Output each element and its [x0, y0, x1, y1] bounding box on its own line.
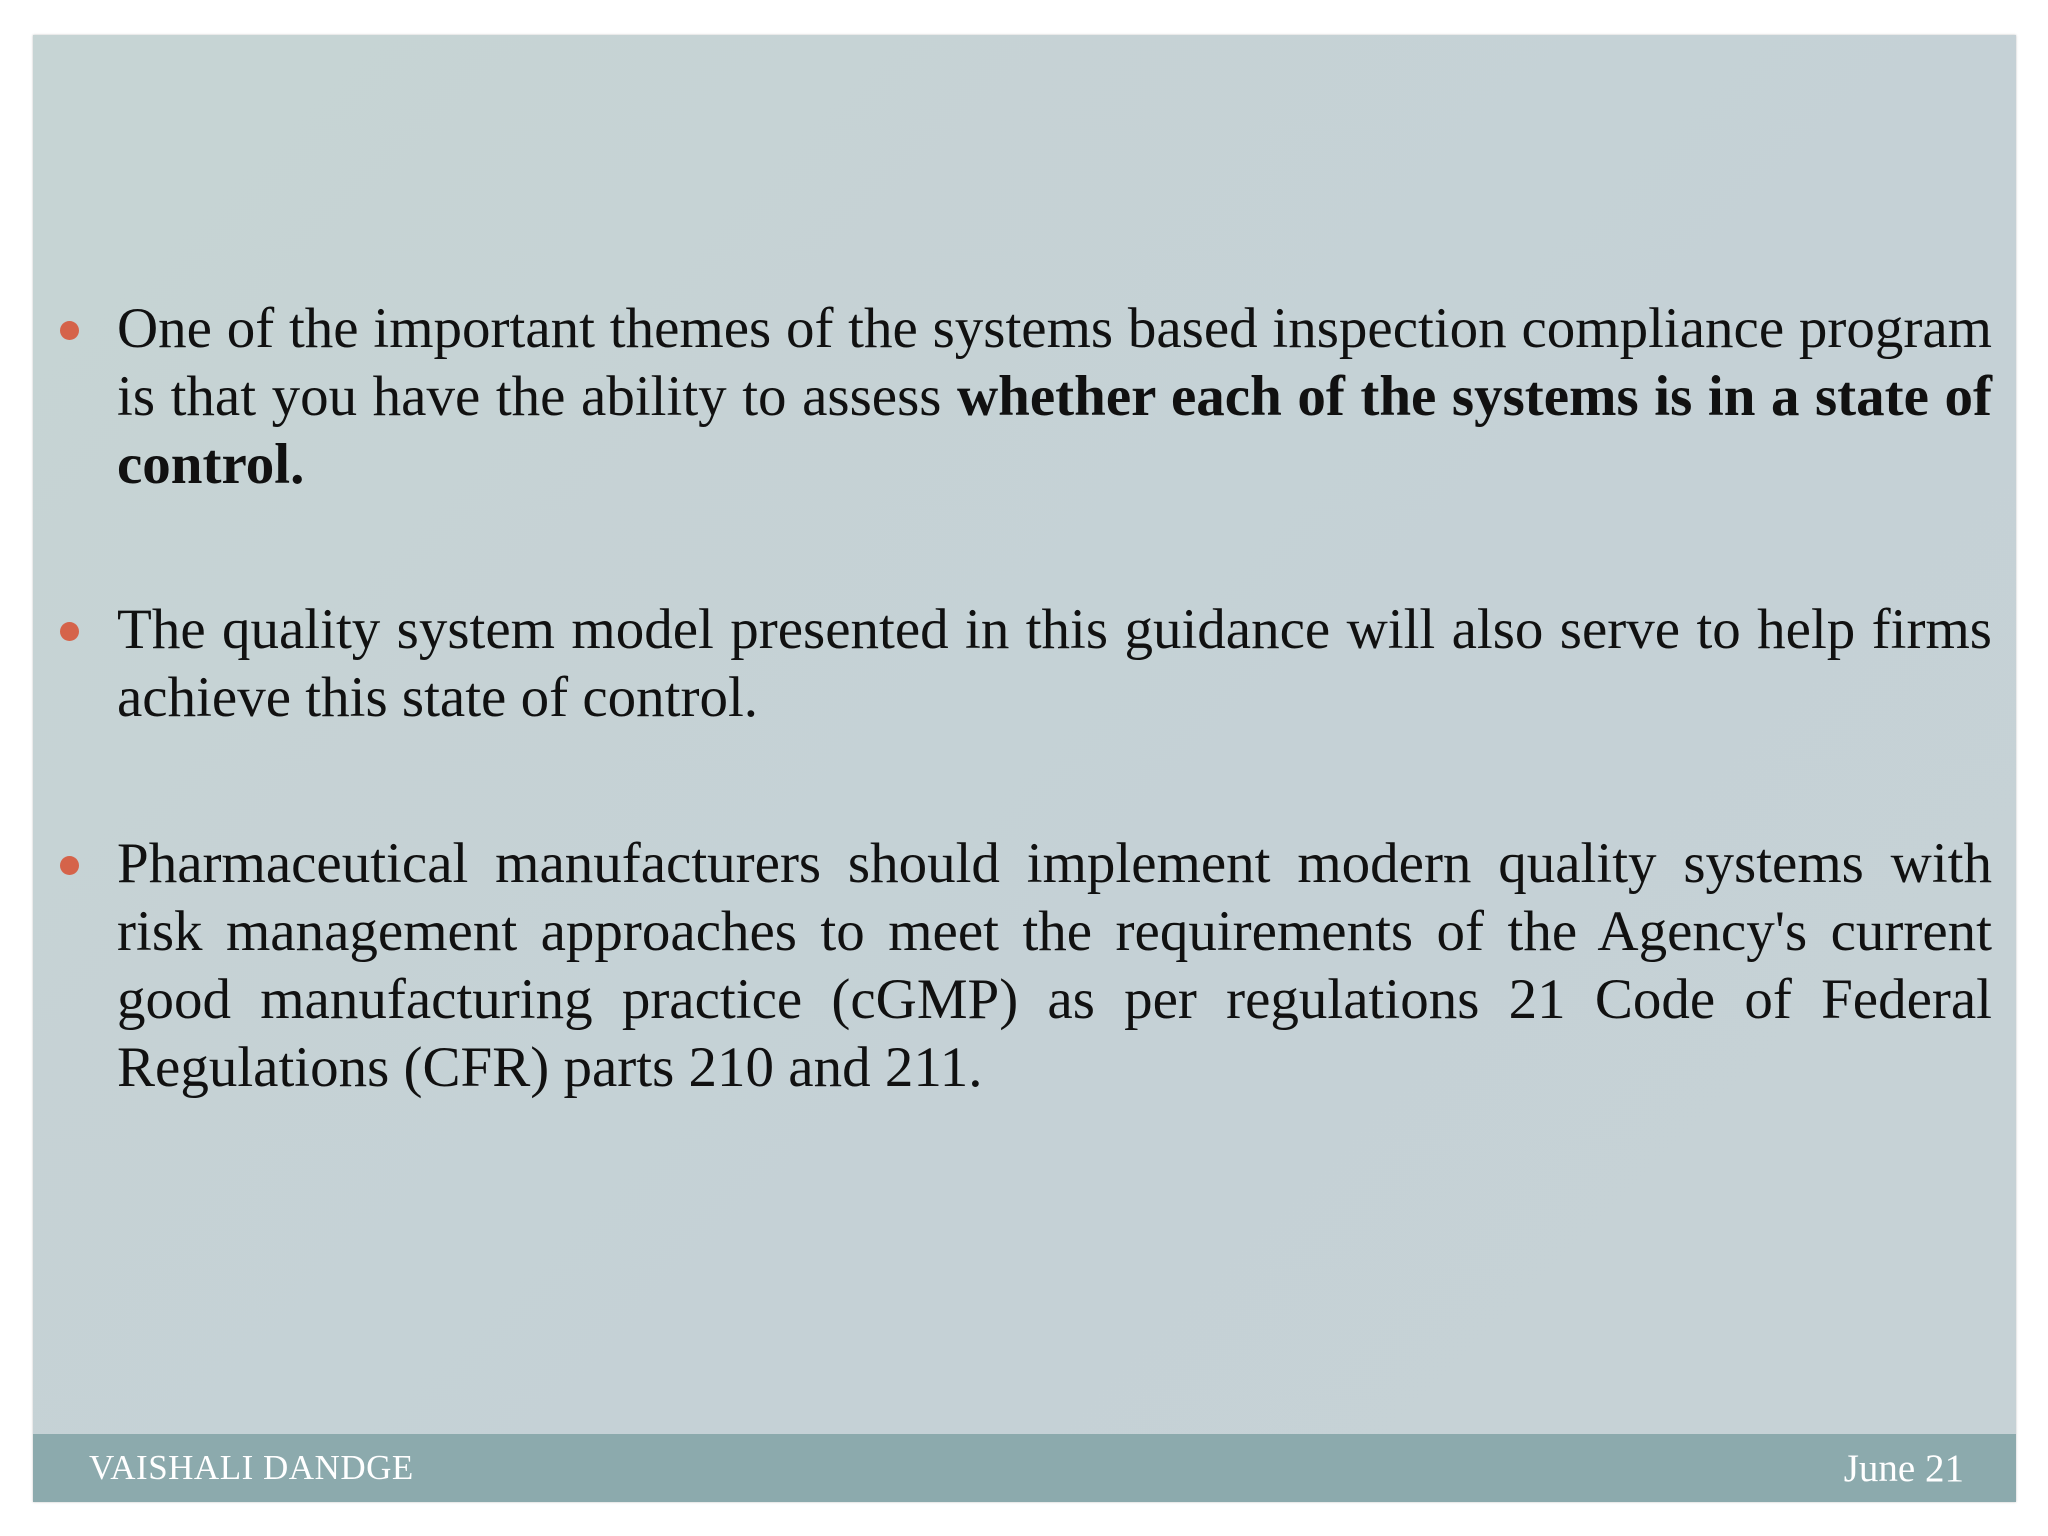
bullet-item [117, 596, 1992, 732]
bullet-item [117, 830, 1992, 1102]
bullet-dot-icon [60, 622, 79, 641]
bullet-text: Pharmaceutical manufacturers should implement modern quality systems with risk management approaches to meet the requirements of the Agency's current good manufacturing practice (cGMP) as per regulations 21 Code of Federal Regulations (CFR) parts 210 and 211. [117, 832, 1992, 1099]
bullet-text: The quality system model presented in this guidance will also serve to help firms achieve this state of control. [117, 598, 1992, 729]
footer-author: VAISHALI DANDGE [89, 1448, 414, 1487]
bullet-dot-icon [60, 856, 79, 875]
bullet-text: One of the important themes of the systems based inspection compliance program is that you have the ability to assess [117, 297, 1992, 428]
bullet-item [117, 295, 1992, 499]
bullet-dot-icon [60, 321, 79, 340]
footer-date: June 21 [1843, 1447, 1964, 1490]
bullet-list [33, 35, 2016, 1435]
bullet-bold-text: whether each of the systems is in a state of control. [117, 365, 1992, 496]
slide [33, 35, 2016, 1502]
footer-bar [33, 1434, 2016, 1502]
